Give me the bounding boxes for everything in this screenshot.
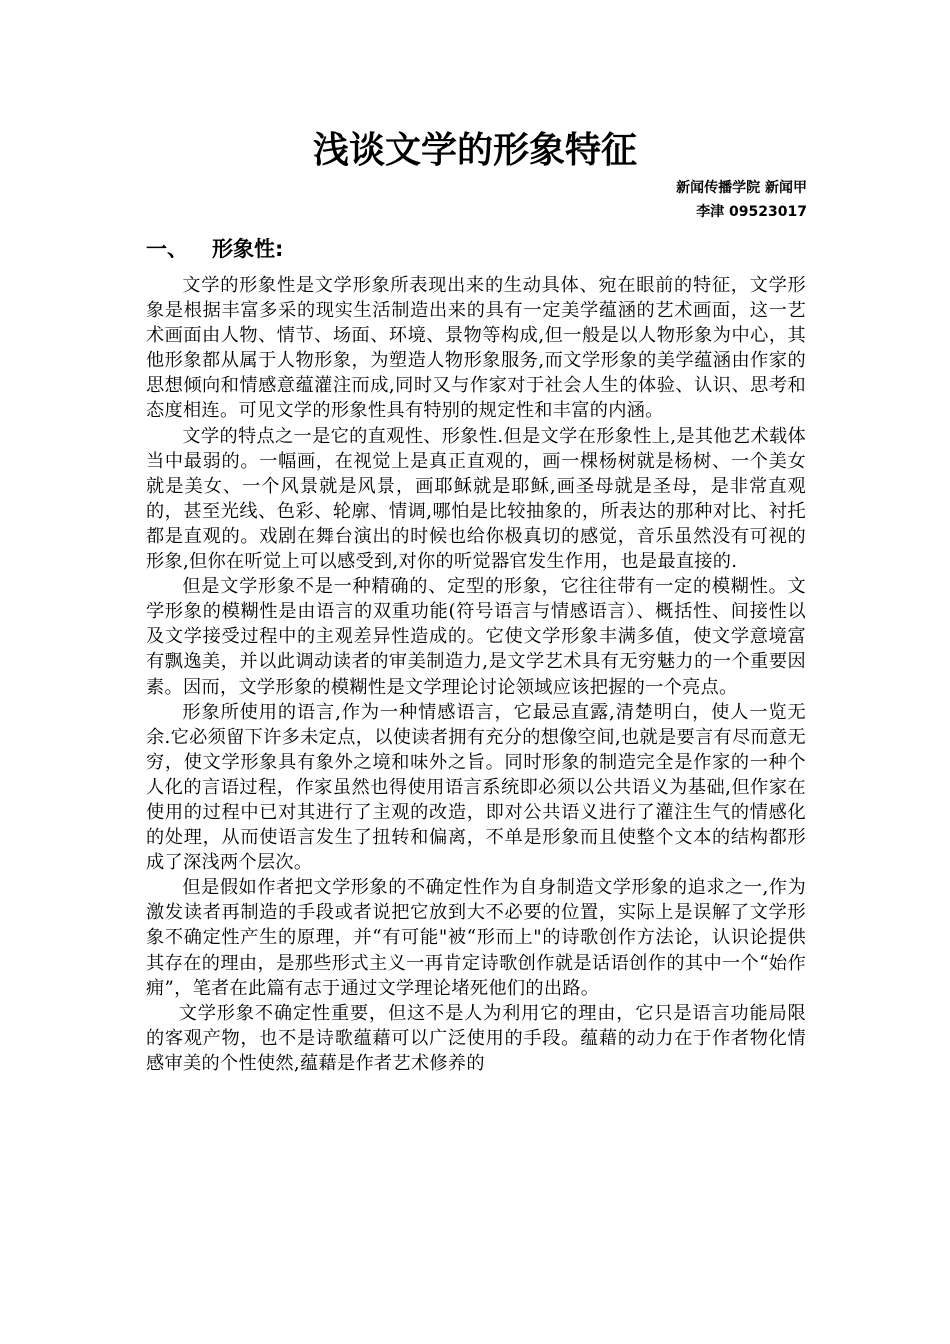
- document-body: [146, 273, 806, 1076]
- paragraph: 文学的形象性是文学形象所表现出来的生动具体、宛在眼前的特征，文学形象是根据丰富多采的现实生活制造出来的具有一定美学蕴涵的艺术画面，这一艺术画面由人物、情节、场面、环境、景物等构成,但一般是以人物形象为中心，其他形象都从属于人物形象，为塑造人物形象服务,而文学形象的美学蕴涵由作家的思想倾向和情感意蕴灌注而成,同时又与作家对于社会人生的体验、认识、思考和态度相连。可见文学的形象性具有特别的规定性和丰富的内涵。: [146, 275, 806, 422]
- paragraph: 但是假如作者把文学形象的不确定性作为自身制造文学形象的追求之一,作为激发读者再制造的手段或者说把它放到大不必要的位置，实际上是误解了文学形象不确定性产生的原理，并“有可能"被“形而上"的诗歌创作方法论，认识论提供其存在的理由，是那些形式主义一再肯定诗歌创作就是话语创作的其中一个“始作痈”，笔者在此篇有志于通过文学理论堵死他们的出路。: [146, 877, 806, 999]
- author-name-id: 李津 09523017: [696, 204, 807, 220]
- paragraph: 文学形象不确定性重要，但这不是人为利用它的理由，它只是语言功能局限的客观产物，也不是诗歌蕴藉可以广泛使用的手段。蕴藉的动力在于作者物化情感审美的个性使然,蕴藉是作者艺术修养的: [146, 1002, 806, 1074]
- section-number: 一、: [146, 237, 188, 261]
- paragraph: 文学的特点之一是它的直观性、形象性.但是文学在形象性上,是其他艺术载体当中最弱的。一幅画，在视觉上是真正直观的，画一棵杨树就是杨树、一个美女就是美女、一个风景就是风景，画耶稣就是耶稣,画圣母就是圣母，是非常直观的，甚至光线、色彩、轮廓、情调,哪怕是比较抽象的，所表达的那种对比、衬托都是直观的。戏剧在舞台演出的时候也给你极真切的感觉，音乐虽然没有可视的形象,但你在听觉上可以感受到,对你的听觉器官发生作用，也是最直接的.: [146, 425, 806, 573]
- document-title: 浅谈文学的形象特征: [312, 130, 637, 171]
- section-title: 形象性:: [212, 237, 284, 261]
- section-heading: [146, 232, 283, 266]
- author-affiliation: 新闻传播学院 新闻甲: [676, 180, 807, 196]
- paragraph: 但是文学形象不是一种精确的、定型的形象，它往往带有一定的模糊性。文学形象的模糊性是由语言的双重功能(符号语言与情感语言）、概括性、间接性以及文学接受过程中的主观差异性造成的。它使文学形象丰满多值，使文学意境富有飘逸美，并以此调动读者的审美制造力,是文学艺术具有无穷魅力的一个重要因素。因而，文学形象的模糊性是文学理论讨论领域应该把握的一个亮点。: [146, 576, 806, 698]
- paragraph: 形象所使用的语言,作为一种情感语言，它最忌直露,清楚明白，使人一览无余.它必须留下许多未定点，以使读者拥有充分的想像空间,也就是要言有尽而意无穷，使文学形象具有象外之境和味外之旨。同时形象的制造完全是作家的一种个人化的言语过程，作家虽然也得使用语言系统即必须以公共语义为基础,但作家在使用的过程中已对其进行了主观的改造，即对公共语义进行了灌注生气的情感化的处理，从而使语言发生了扭转和偏离，不单是形象而且使整个文本的结构都形成了深浅两个层次。: [146, 701, 806, 874]
